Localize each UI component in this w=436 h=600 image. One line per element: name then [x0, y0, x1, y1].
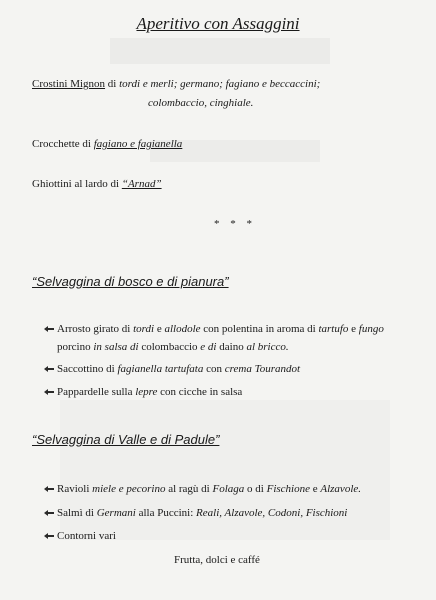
- crostini-line: [32, 78, 320, 90]
- menu-item-text: porcino: [57, 341, 91, 353]
- pointing-hand-icon: [44, 324, 55, 332]
- menu-item-text: alla Puccini:: [135, 507, 197, 519]
- crostini-name: Crostini Mignon: [32, 78, 106, 90]
- menu-item-emphasis: crema Tourandot: [224, 363, 301, 375]
- menu-item-text: Arrosto girato di: [57, 323, 134, 335]
- menu-item-text: Pappardelle sulla: [57, 386, 136, 398]
- pointing-hand-icon: [44, 484, 55, 492]
- menu-item-emphasis: Germani: [96, 507, 136, 519]
- pointing-hand-icon: [44, 364, 55, 372]
- menu-item-text: o di: [244, 483, 267, 495]
- menu-item-emphasis: fungo: [358, 323, 384, 335]
- menu-title: Aperitivo con Assaggini: [136, 14, 300, 33]
- section-title-bosco: “Selvaggina di bosco e di pianura”: [32, 274, 229, 289]
- menu-item: [44, 507, 347, 519]
- menu-item-emphasis: in salsa di: [90, 341, 142, 353]
- menu-item-emphasis: Reali, Alzavole, Codoni, Fischioni: [196, 507, 348, 519]
- menu-item-text: con cicche in salsa: [157, 386, 243, 398]
- menu-item-emphasis: tartufo: [318, 323, 349, 335]
- menu-item: [44, 386, 242, 398]
- menu-item-text: e: [348, 323, 359, 335]
- menu-item-text: Saccottino di: [57, 363, 118, 375]
- separator-stars: * * *: [214, 218, 256, 230]
- menu-item-emphasis: Alzavole.: [320, 483, 362, 495]
- section-title-valle: “Selvaggina di Valle e di Padule”: [32, 432, 220, 447]
- crostini-desc-1: tordi e merli; germano; fagiano e beccaccini;: [119, 78, 321, 90]
- menu-item: [44, 530, 116, 542]
- menu-item-text: colombaccio: [141, 341, 198, 353]
- menu-item-text: Contorni vari: [57, 530, 116, 542]
- menu-item-emphasis: e di: [197, 341, 220, 353]
- pointing-hand-icon: [44, 387, 55, 395]
- menu-item-text: e: [309, 483, 321, 495]
- menu-item-text: e: [154, 323, 165, 335]
- menu-item-emphasis: al bricco.: [243, 341, 289, 353]
- crostini-desc-2: colombaccio, cinghiale.: [148, 97, 254, 109]
- menu-item-emphasis: fagianella tartufata: [117, 363, 204, 375]
- menu-item-text: Ravioli: [57, 483, 93, 495]
- menu-item-emphasis: lepre: [135, 386, 158, 398]
- menu-item: [44, 341, 289, 353]
- crocchette-line: [32, 138, 182, 150]
- closing-line: Frutta, dolci e caffé: [174, 554, 260, 566]
- ghiottini-detail: “Arnad”: [121, 178, 162, 190]
- crocchette-detail: fagiano e fagianella: [93, 138, 183, 150]
- crostini-di: di: [107, 78, 117, 90]
- menu-item: [44, 323, 384, 335]
- pointing-hand-icon: [44, 531, 55, 539]
- menu-item-emphasis: allodole: [164, 323, 201, 335]
- pointing-hand-icon: [44, 508, 55, 516]
- menu-item-emphasis: tordi: [133, 323, 155, 335]
- menu-item: [44, 483, 361, 495]
- menu-item-text: con polentina in aroma di: [200, 323, 319, 335]
- menu-item-text: al ragù di: [165, 483, 213, 495]
- menu-item-text: Salmì di: [57, 507, 97, 519]
- crocchette-prefix: Crocchette di: [32, 138, 91, 150]
- show-through-block-3: [60, 400, 390, 540]
- menu-item-emphasis: Folaga: [212, 483, 245, 495]
- menu-item-text: con: [203, 363, 225, 375]
- menu-item-text: daino: [219, 341, 244, 353]
- show-through-block-1: [110, 38, 330, 64]
- menu-item-emphasis: miele e pecorino: [92, 483, 166, 495]
- menu-item: [44, 363, 300, 375]
- menu-item-emphasis: Fischione: [266, 483, 310, 495]
- ghiottini-prefix: Ghiottini al lardo di: [32, 178, 120, 190]
- ghiottini-line: [32, 178, 162, 190]
